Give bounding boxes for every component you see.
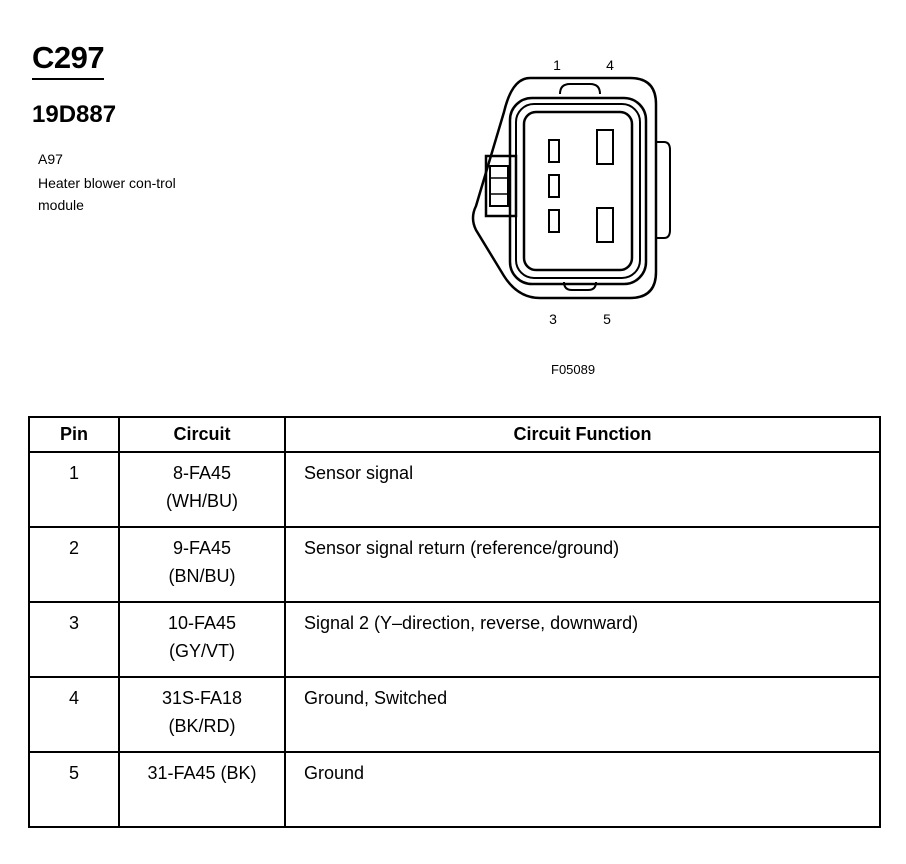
circuit-cell <box>119 602 285 677</box>
header-circuit-function: Circuit Function <box>285 417 880 452</box>
circuit-color: (GY/VT) <box>169 641 235 661</box>
pin-cell: 3 <box>29 602 119 677</box>
function-cell: Ground <box>285 752 880 827</box>
header-circuit: Circuit <box>119 417 285 452</box>
pin-cell: 5 <box>29 752 119 827</box>
pinout-table <box>28 416 881 828</box>
pin-label-1: 1 <box>553 57 561 73</box>
table-row <box>29 752 880 827</box>
circuit-id: 10-FA45 <box>167 613 237 633</box>
circuit-id: 31-FA45 (BK) <box>147 763 257 783</box>
function-cell: Sensor signal return (reference/ground) <box>285 527 880 602</box>
pin-label-5: 5 <box>603 311 611 327</box>
circuit-color: (BN/BU) <box>168 566 236 586</box>
circuit-color: (WH/BU) <box>166 491 238 511</box>
pin-label-3: 3 <box>549 311 557 327</box>
pin-cell: 2 <box>29 527 119 602</box>
table-header-row <box>29 417 880 452</box>
pin-label-4: 4 <box>606 57 614 73</box>
circuit-cell <box>119 527 285 602</box>
header-pin: Pin <box>29 417 119 452</box>
module-description: Heater blower con-trol module <box>38 175 176 213</box>
pin-cell: 1 <box>29 452 119 527</box>
function-cell: Ground, Switched <box>285 677 880 752</box>
circuit-id: 9-FA45 <box>172 538 232 558</box>
connector-id: C297 <box>32 40 104 80</box>
circuit-cell <box>119 452 285 527</box>
pin-cell: 4 <box>29 677 119 752</box>
table-row <box>29 527 880 602</box>
function-cell: Signal 2 (Y–direction, reverse, downward) <box>285 602 880 677</box>
circuit-cell <box>119 752 285 827</box>
module-code: A97 <box>38 151 63 167</box>
figure-id: F05089 <box>551 362 596 377</box>
part-number: 19D887 <box>32 101 117 128</box>
connector-body <box>473 78 670 298</box>
table-row <box>29 452 880 527</box>
circuit-id: 31S-FA18 <box>161 688 243 708</box>
circuit-id: 8-FA45 <box>172 463 232 483</box>
function-cell: Sensor signal <box>285 452 880 527</box>
circuit-color: (BK/RD) <box>168 716 236 736</box>
connector-diagram <box>460 50 700 340</box>
circuit-cell <box>119 677 285 752</box>
table-row <box>29 602 880 677</box>
table-row <box>29 677 880 752</box>
